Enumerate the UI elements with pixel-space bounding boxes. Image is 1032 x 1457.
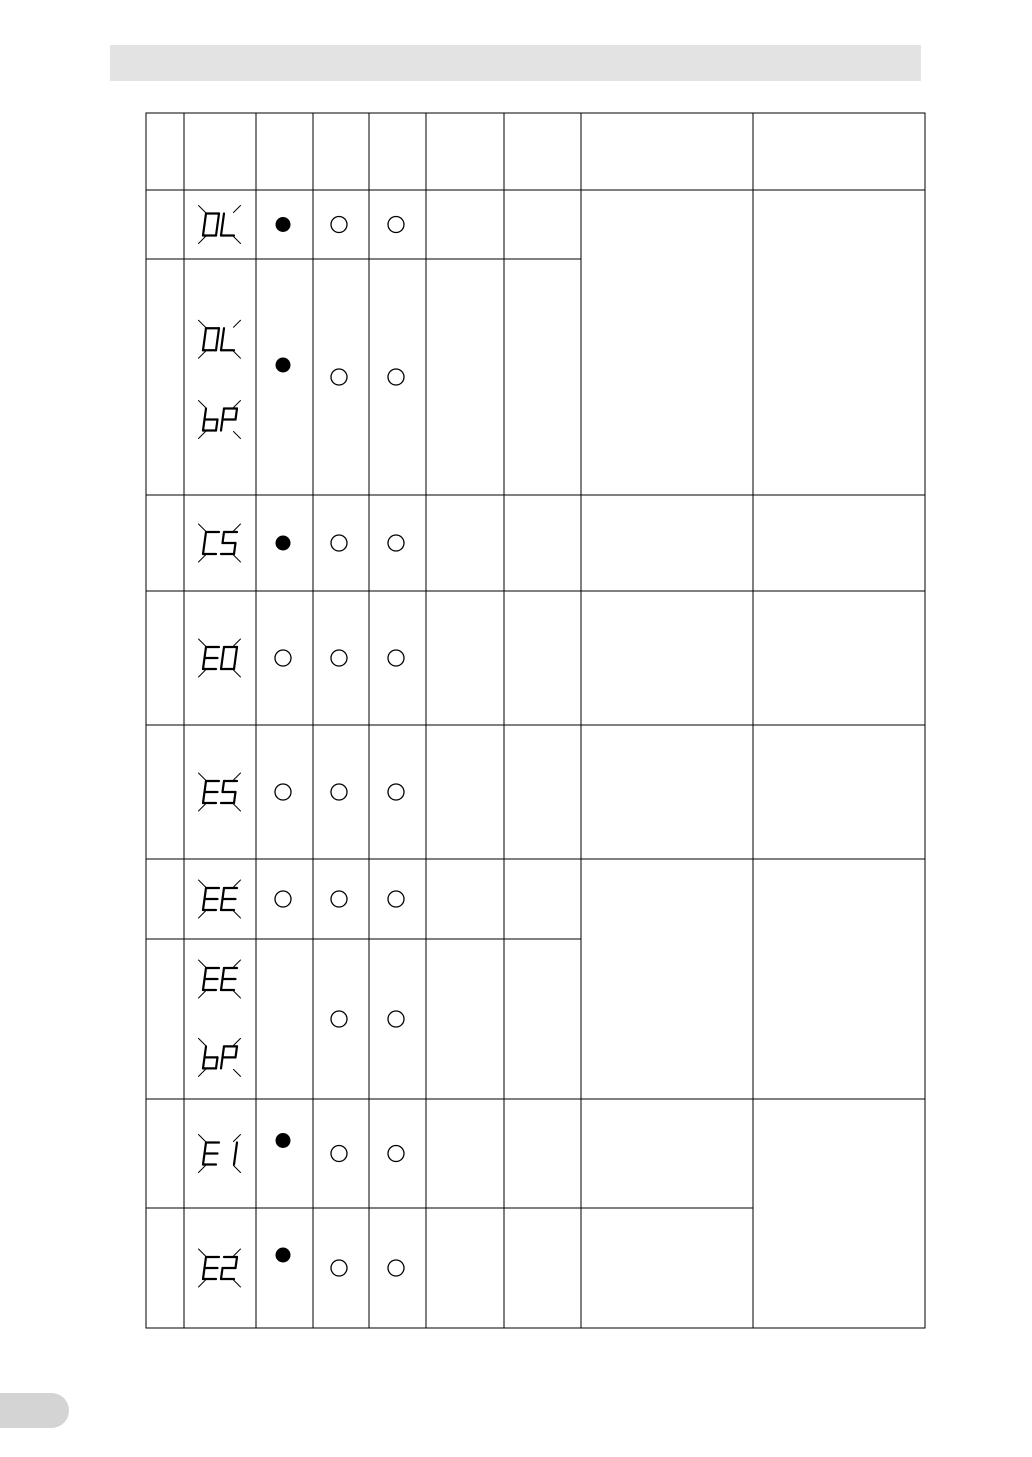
display-segment [221,1268,223,1279]
blink-ray [199,1069,206,1076]
seven-segment-display [199,524,241,562]
blink-ray [234,237,241,244]
display-segment [205,408,207,419]
blink-ray [234,670,241,677]
display-segment [234,543,236,554]
blink-ray [199,1166,206,1173]
display-segment [203,1154,205,1165]
blink-ray [199,639,206,646]
led-indicator-off [331,891,347,907]
blink-ray [234,431,241,438]
blink-ray [199,206,206,213]
table-row [199,960,405,1076]
blink-ray [199,1280,206,1287]
blink-ray [234,1249,241,1256]
seven-segment-display [199,320,241,358]
display-segment [223,968,225,979]
seven-segment-display [199,206,241,244]
led-indicator-off [275,650,291,666]
table-row [199,1133,405,1173]
table-row [199,639,405,677]
blink-ray [234,555,241,562]
led-indicator-off [331,1146,347,1162]
led-indicator-off [388,650,404,666]
blink-ray [199,960,206,967]
table-row [199,320,405,438]
display-segment [221,899,223,910]
display-segment [205,214,207,225]
led-indicator-off [388,217,404,233]
display-segment [223,888,225,899]
led-indicator-off [331,369,347,385]
display-segment [236,1257,238,1268]
blink-ray [234,400,241,407]
blink-ray [234,1038,241,1045]
blink-ray [234,1280,241,1287]
blink-ray [234,911,241,918]
led-indicator-off [331,535,347,551]
display-segment [236,408,238,419]
blink-ray [199,670,206,677]
blink-ray [199,237,206,244]
table-row [199,773,405,811]
display-segment [221,225,223,236]
blink-ray [199,991,206,998]
table-row [199,1248,405,1288]
seven-segment-display [199,960,241,998]
page-number-tab [0,1393,69,1428]
display-segment [234,658,236,669]
led-indicator-off [275,891,291,907]
display-segment [234,1154,236,1165]
display-segment [236,1143,238,1154]
display-segment [218,328,220,339]
led-indicator-off [331,1011,347,1027]
blink-ray [234,320,241,327]
blink-ray [234,880,241,887]
display-segment [223,1046,225,1057]
display-segment [236,1046,238,1057]
display-segment [223,532,225,543]
table-border [146,113,925,1328]
blink-ray [199,524,206,531]
seven-segment-display [199,639,241,677]
display-segment [203,419,205,430]
led-indicator-off [331,650,347,666]
display-segment [221,339,223,350]
display-segment [234,792,236,803]
display-segment [205,328,207,339]
display-segment [221,658,223,669]
display-segment [221,1057,223,1068]
table-row [199,880,405,918]
display-segment [223,647,225,658]
seven-segment-display [199,1038,241,1076]
led-indicator-off [388,891,404,907]
display-segment [205,1143,207,1154]
display-segment [205,968,207,979]
seven-segment-display [199,400,241,438]
table-row [199,206,405,244]
blink-ray [234,1166,241,1173]
display-segment [216,225,218,236]
led-indicator-on [276,358,291,373]
blink-ray [234,1135,241,1142]
blink-ray [199,880,206,887]
blink-ray [199,400,206,407]
led-indicator-off [388,784,404,800]
display-segment [203,792,205,803]
display-segment [205,888,207,899]
blink-ray [234,960,241,967]
display-segment [216,339,218,350]
led-indicator-off [388,369,404,385]
led-indicator-off [331,784,347,800]
display-segment [205,532,207,543]
blink-ray [234,991,241,998]
led-indicator-on [276,1133,291,1148]
blink-ray [199,351,206,358]
blink-ray [234,351,241,358]
display-segment [221,979,223,990]
seven-segment-display [199,1249,241,1287]
display-segment [205,1257,207,1268]
display-segment [216,419,218,430]
led-indicator-off [275,784,291,800]
led-indicator-off [331,1260,347,1276]
display-segment [203,1268,205,1279]
blink-ray [199,431,206,438]
blink-ray [199,320,206,327]
blink-ray [199,1135,206,1142]
display-segment [203,543,205,554]
blink-ray [199,1038,206,1045]
blink-ray [199,773,206,780]
display-segment [223,214,225,225]
display-segment [221,419,223,430]
display-segment [218,214,220,225]
led-indicator-off [388,1146,404,1162]
seven-segment-display [199,880,241,918]
led-indicator-off [331,217,347,233]
display-segment [216,1057,218,1068]
blink-ray [234,773,241,780]
table-grid [146,113,925,1328]
table-cells [199,206,405,1288]
blink-ray [234,206,241,213]
blink-ray [199,804,206,811]
display-segment [205,647,207,658]
blink-ray [199,555,206,562]
blink-ray [199,1249,206,1256]
display-segment [223,408,225,419]
seven-segment-display [199,773,241,811]
blink-ray [234,639,241,646]
led-indicator-off [388,1011,404,1027]
display-segment [203,899,205,910]
led-indicator-on [276,217,291,232]
led-indicator-on [276,1248,291,1263]
display-segment [205,1046,207,1057]
display-segment [203,339,205,350]
seven-segment-display [199,1135,241,1173]
display-segment [236,647,238,658]
display-segment [203,1057,205,1068]
table-row [199,524,405,562]
led-indicator-off [388,535,404,551]
display-segment [223,781,225,792]
blink-ray [234,804,241,811]
display-segment [203,979,205,990]
led-indicator-off [388,1260,404,1276]
display-segment [223,328,225,339]
blink-ray [234,524,241,531]
blink-ray [199,911,206,918]
display-segment [203,225,205,236]
display-segment [203,658,205,669]
blink-ray [234,1069,241,1076]
display-segment [205,781,207,792]
led-indicator-on [276,536,291,551]
